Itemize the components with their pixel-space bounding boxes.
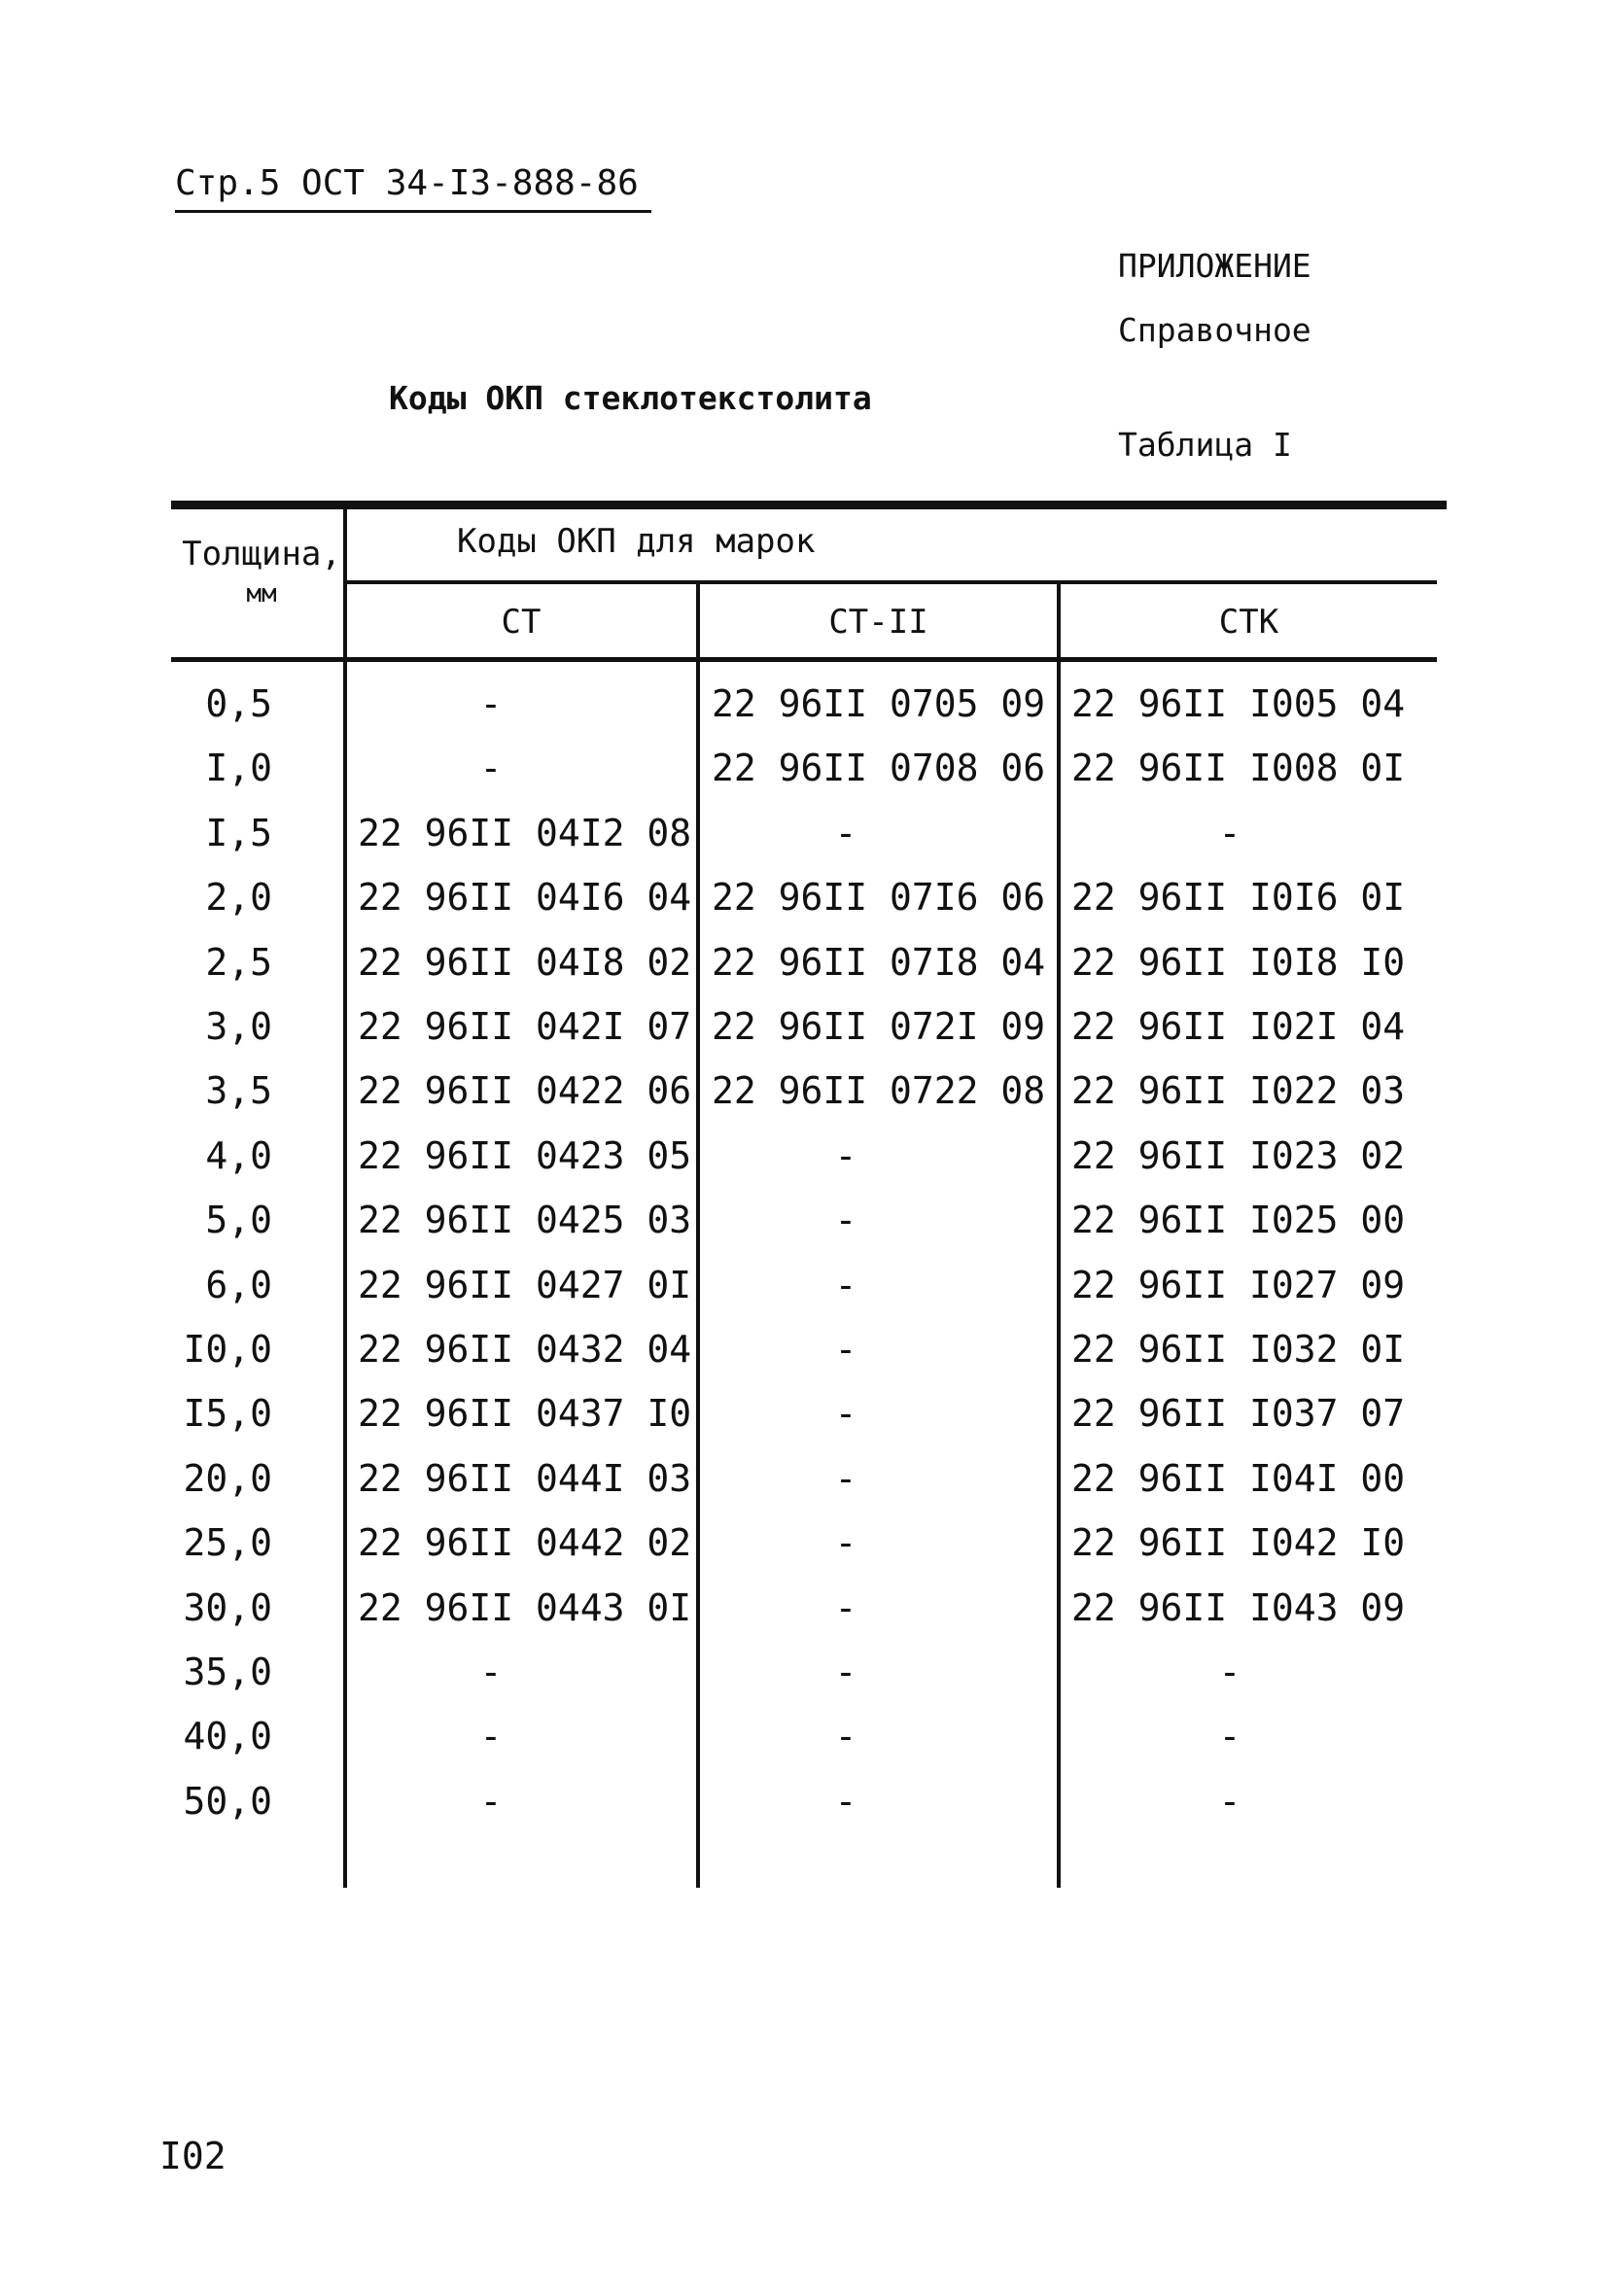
thickness-cell: 35,0 — [183, 1651, 272, 1693]
code-ctk-cell: 22 96II I037 07 — [1071, 1392, 1406, 1435]
code-ct-cell: 22 96II 0422 06 — [358, 1069, 692, 1112]
thickness-cell: 25,0 — [183, 1521, 272, 1564]
code-ct2-cell: - — [834, 1134, 857, 1177]
code-ct-cell: 22 96II 0437 I0 — [358, 1392, 692, 1435]
thickness-cell: 3,5 — [205, 1069, 272, 1112]
thickness-cell: 20,0 — [183, 1457, 272, 1500]
thickness-cell: 3,0 — [205, 1005, 272, 1048]
code-ct-cell: 22 96II 0423 05 — [358, 1134, 692, 1177]
code-ctk-cell: 22 96II I042 I0 — [1071, 1521, 1406, 1564]
code-ctk-cell: 22 96II I005 04 — [1071, 682, 1406, 725]
document-title: Коды ОКП стеклотекстолита — [389, 379, 872, 417]
header-underline — [175, 210, 651, 213]
code-ct2-cell: - — [834, 1392, 857, 1435]
code-ctk-cell: 22 96II I04I 00 — [1071, 1457, 1406, 1500]
code-ctk-cell: 22 96II I0I8 I0 — [1071, 941, 1406, 984]
thickness-cell: 40,0 — [183, 1715, 272, 1757]
thickness-cell: I5,0 — [183, 1392, 272, 1435]
table-header-rule — [171, 657, 1437, 662]
code-ct2-cell: 22 96II 072I 09 — [712, 1005, 1046, 1048]
code-ct2-cell: - — [834, 1586, 857, 1629]
code-ct2-cell: - — [834, 1651, 857, 1693]
appendix-type: Справочное — [1118, 311, 1311, 349]
code-ct2-cell: 22 96II 0722 08 — [712, 1069, 1046, 1112]
code-ct2-cell: 22 96II 07I8 04 — [712, 941, 1046, 984]
column-header-ct: СТ — [501, 603, 542, 642]
code-ct2-cell: - — [834, 1715, 857, 1757]
thickness-cell: 2,0 — [205, 876, 272, 919]
code-ctk-cell: 22 96II I023 02 — [1071, 1134, 1406, 1177]
code-ct-cell: 22 96II 0442 02 — [358, 1521, 692, 1564]
code-ct-cell: 22 96II 0432 04 — [358, 1328, 692, 1371]
thickness-cell: 2,5 — [205, 941, 272, 984]
code-ctk-cell: 22 96II I0I6 0I — [1071, 876, 1406, 919]
code-ct-cell: - — [479, 1651, 503, 1693]
thickness-cell: 0,5 — [205, 682, 272, 725]
code-ct-cell: 22 96II 0425 03 — [358, 1199, 692, 1241]
code-ctk-cell: - — [1218, 1715, 1241, 1757]
code-ct-cell: - — [479, 682, 503, 725]
table-top-rule — [171, 501, 1447, 509]
code-ct2-cell: - — [834, 1328, 857, 1371]
code-ct-cell: - — [479, 747, 503, 789]
code-ct2-cell: 22 96II 0705 09 — [712, 682, 1046, 725]
code-ct2-cell: - — [834, 1264, 857, 1306]
thickness-cell: I0,0 — [183, 1328, 272, 1371]
code-ct-cell: 22 96II 044I 03 — [358, 1457, 692, 1500]
code-ctk-cell: 22 96II I043 09 — [1071, 1586, 1406, 1629]
code-ct-cell: 22 96II 04I2 08 — [358, 812, 692, 854]
code-ct2-cell: - — [834, 1780, 857, 1823]
code-ctk-cell: 22 96II I025 00 — [1071, 1199, 1406, 1241]
code-ct2-cell: - — [834, 812, 857, 854]
table-label: Таблица I — [1118, 426, 1292, 464]
thickness-cell: I,5 — [205, 812, 272, 854]
code-ct-cell: - — [479, 1715, 503, 1757]
code-ct-cell: 22 96II 0443 0I — [358, 1586, 692, 1629]
thickness-header-line1: Толщина, — [182, 535, 341, 574]
code-ctk-cell: 22 96II I02I 04 — [1071, 1005, 1406, 1048]
code-ct2-cell: - — [834, 1457, 857, 1500]
page-number: I02 — [159, 2135, 227, 2177]
code-ct2-cell: - — [834, 1521, 857, 1564]
thickness-cell: 6,0 — [205, 1264, 272, 1306]
thickness-cell: 30,0 — [183, 1586, 272, 1629]
thickness-cell: I,0 — [205, 747, 272, 789]
code-ctk-cell: - — [1218, 1780, 1241, 1823]
code-ctk-cell: - — [1218, 812, 1241, 854]
code-ctk-cell: 22 96II I008 0I — [1071, 747, 1406, 789]
column-header-ctk: СТК — [1218, 603, 1279, 642]
code-ct2-cell: 22 96II 0708 06 — [712, 747, 1046, 789]
code-ct-cell: 22 96II 042I 07 — [358, 1005, 692, 1048]
thickness-cell: 4,0 — [205, 1134, 272, 1177]
code-ctk-cell: - — [1218, 1651, 1241, 1693]
thickness-header — [181, 535, 342, 609]
thickness-header-unit: мм — [246, 579, 277, 609]
code-ct2-cell: 22 96II 07I6 06 — [712, 876, 1046, 919]
column-header-ct2: СТ-II — [828, 603, 928, 642]
codes-subheader-rule — [346, 580, 1437, 584]
page-header: Стр.5 ОСТ 34-I3-888-86 — [175, 163, 639, 203]
code-ctk-cell: 22 96II I032 0I — [1071, 1328, 1406, 1371]
code-ct2-cell: - — [834, 1199, 857, 1241]
code-ctk-cell: 22 96II I022 03 — [1071, 1069, 1406, 1112]
code-ct-cell: 22 96II 0427 0I — [358, 1264, 692, 1306]
code-ct-cell: 22 96II 04I8 02 — [358, 941, 692, 984]
thickness-cell: 50,0 — [183, 1780, 272, 1823]
codes-header: Коды ОКП для марок — [457, 522, 816, 561]
appendix-label: ПРИЛОЖЕНИЕ — [1118, 247, 1311, 285]
code-ct-cell: - — [479, 1780, 503, 1823]
code-ct-cell: 22 96II 04I6 04 — [358, 876, 692, 919]
code-ctk-cell: 22 96II I027 09 — [1071, 1264, 1406, 1306]
thickness-cell: 5,0 — [205, 1199, 272, 1241]
